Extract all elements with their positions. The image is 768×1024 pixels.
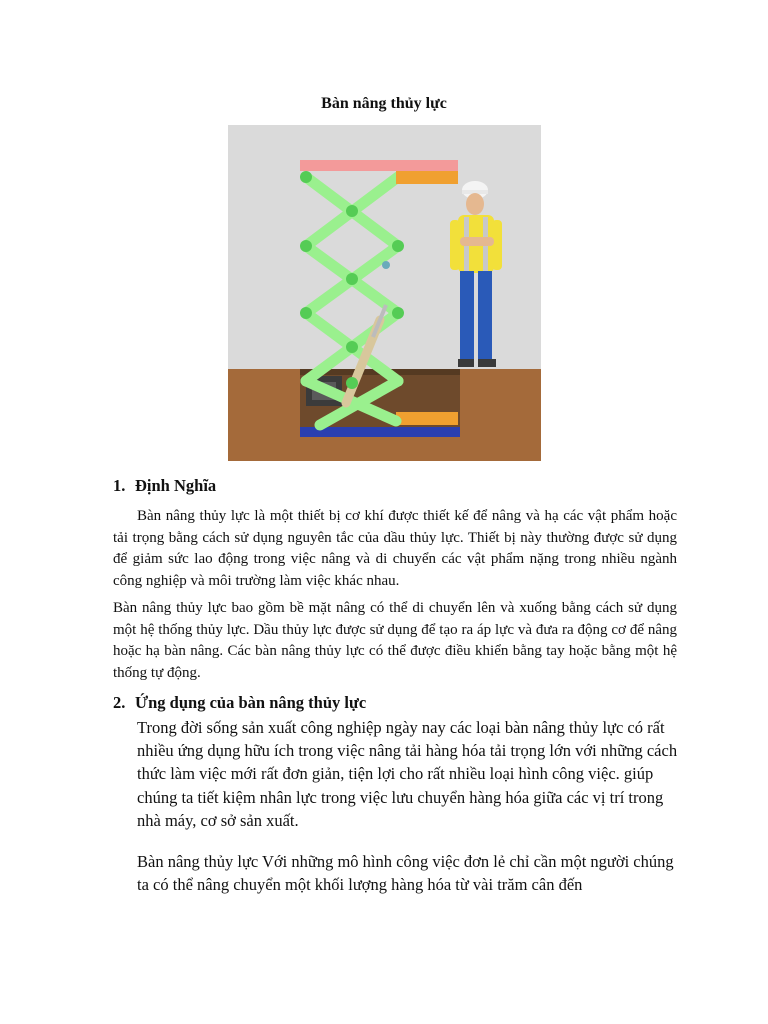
section-1-paragraph-2: Bàn nâng thủy lực bao gồm bề mặt nâng có thể di chuyển lên và xuống bằng cách sử dụng một hệ thống thủy lực. Dầu thủy lực được sử dụng để tạo ra áp lực và đưa ra động cơ để nâng hoặc hạ bàn nâng. Các bàn nâng thủy lực có thể được điều khiển bằng tay hoặc bằng một hệ thống tự động.: [113, 600, 677, 681]
page-title: Bàn nâng thủy lực: [321, 95, 447, 112]
section-2-heading: [113, 693, 366, 713]
section-2-number: 2.: [113, 693, 126, 712]
section-1-number: 1.: [113, 476, 126, 495]
section-2-paragraph-1: Trong đời sống sản xuất công nghiệp ngày nay các loại bàn nâng thủy lực có rất nhiều ứng dụng hữu ích trong việc nâng tải hàng hóa tải trọng lớn với những cách thức làm việc mới rất đơn giản, tiện lợi cho rất nhiều loại hình công việc. giúp chúng ta tiết kiệm nhân lực trong việc lưu chuyển hàng hóa giữa các vị trí trong nhà máy, cơ sở sản xuất.: [137, 718, 678, 830]
lower-plate: [396, 412, 458, 425]
section-2-heading-text: Ứng dụng của bàn nâng thủy lực: [135, 693, 367, 712]
top-platform: [300, 160, 458, 171]
upper-plate: [396, 171, 458, 184]
scissor-lift-illustration: [228, 125, 541, 461]
section-2-paragraph-2: Bàn nâng thủy lực Với những mô hình công việc đơn lẻ chỉ cần một người chúng ta có thể nâng chuyển một khối lượng hàng hóa từ vài trăm cân đến: [137, 852, 674, 895]
section-1-paragraph-1: Bàn nâng thủy lực là một thiết bị cơ khí được thiết kế để nâng và hạ các vật phẩm hoặc tải trọng bằng cách sử dụng nguyên tắc của dầu thủy lực. Thiết bị này thường được sử dụng để giảm sức lao động trong việc nâng và di chuyển các vật phẩm nặng trong nhiều ngành công nghiệp và môi trường làm việc khác nhau.: [113, 508, 677, 589]
scissor-lift-svg: [228, 125, 541, 461]
section-1-heading: [113, 476, 216, 496]
section-1-heading-text: Định Nghĩa: [135, 476, 217, 495]
